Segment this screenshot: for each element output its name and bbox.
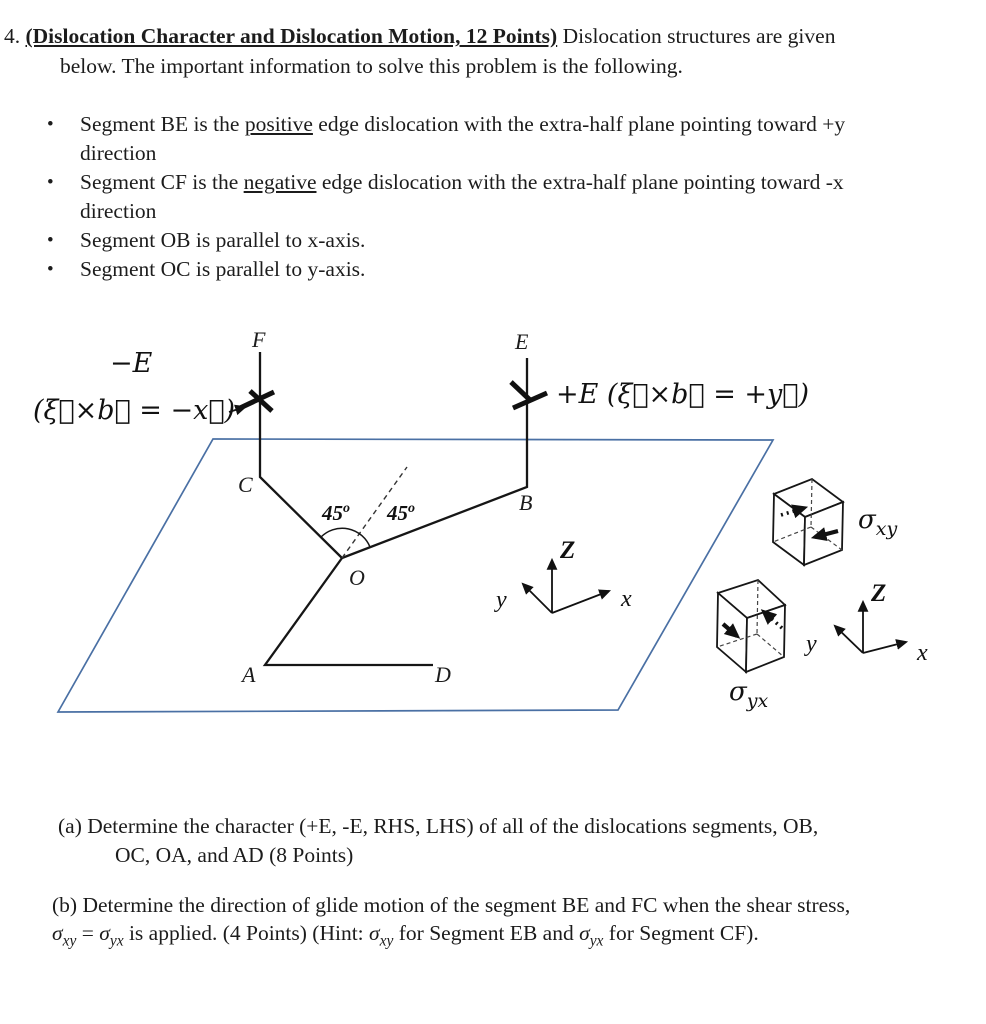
problem-title: (Dislocation Character and Dislocation Motion, 12 Points) [25, 24, 558, 48]
neg-edge-equation: (ξ⃗×b⃗ = −x⃗) [33, 395, 236, 426]
y-axis-label: y [496, 587, 507, 613]
x-axis [863, 642, 906, 653]
edge-dislocation-symbol-positive [511, 382, 547, 408]
y-axis-label: y [806, 631, 817, 657]
point-label-C: C [238, 472, 253, 497]
point-label-B: B [519, 490, 533, 515]
point-label-E: E [515, 329, 529, 354]
angle-label-left: 45$^o$ [322, 501, 350, 525]
stress-cube-yx [717, 580, 785, 672]
bullet-text-cf: Segment CF is the negative edge dislocation with the extra-half plane pointing toward -x direction [80, 170, 844, 223]
z-axis-label: Z [560, 537, 576, 564]
question-a-line2: OC, OA, and AD (8 Points) [115, 843, 354, 867]
point-label-A: A [242, 662, 256, 687]
pos-edge-equation: +E (ξ⃗×b⃗ = +y⃗) [556, 379, 810, 410]
point-label-D: D [435, 662, 451, 687]
point-label-O: O [349, 565, 365, 590]
dislocation-line-EBO [342, 358, 527, 558]
bullet-dot: • [47, 172, 54, 193]
sigma-xy-label: $\sigma_{xy}$ [858, 505, 898, 540]
glide-plane [58, 439, 773, 712]
point-label-F: F [252, 327, 266, 352]
angle-label-right: 45$^o$ [387, 501, 415, 525]
stress-cube-xy [773, 479, 843, 565]
bullet-dot: • [47, 230, 54, 251]
sigma-yx-label: $\sigma_{yx}$ [729, 677, 769, 712]
question-a-line1: (a) Determine the character (+E, -E, RHS, LHS) of all of the dislocations segments, OB, [58, 814, 819, 838]
dislocation-line-FCO [260, 352, 342, 558]
bullet-text-oc: Segment OC is parallel to y-axis. [80, 257, 366, 281]
edge-dislocation-symbol-negative [240, 391, 274, 411]
coordinate-axes-main [494, 537, 632, 613]
question-b-line1: (b) Determine the direction of glide motion of the segment BE and FC when the shear stress, [52, 893, 851, 917]
y-axis [523, 584, 552, 613]
bullet-text-be: Segment BE is the positive edge dislocation with the extra-half plane pointing toward +y direction [80, 112, 846, 165]
x-axis-label: x [621, 586, 632, 612]
problem-subtitle: below. The important information to solve this problem is the following. [60, 54, 683, 78]
bullet-dot: • [47, 259, 54, 280]
problem-title-rest: Dislocation structures are given [557, 24, 836, 48]
x-axis-label: x [917, 640, 928, 666]
coordinate-axes-secondary [804, 580, 928, 666]
neg-edge-label: −E [110, 348, 153, 379]
z-axis-label: Z [871, 580, 887, 607]
y-axis [835, 626, 863, 653]
problem-number: 4. [4, 24, 26, 48]
x-axis [552, 591, 609, 613]
question-b-line2: $\sigma_{xy} = \sigma_{yx}$ is applied. (4 Points) (Hint: $\sigma_{xy}$ for Segment EB and $\sigma_{yx}$ for Segment CF). [52, 921, 759, 950]
bullet-dot: • [47, 114, 54, 135]
bullet-text-ob: Segment OB is parallel to x-axis. [80, 228, 366, 252]
